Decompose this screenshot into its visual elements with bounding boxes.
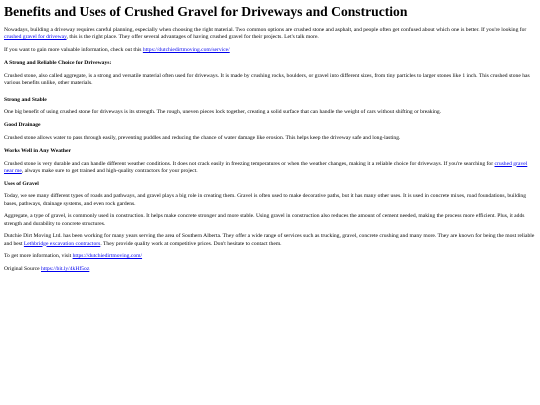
more-info-text: If you want to gain more valuable information, check out this bbox=[4, 47, 143, 53]
page-title: Benefits and Uses of Crushed Gravel for Driveways and Construction bbox=[4, 4, 408, 19]
strong-stable-paragraph: One big benefit of using crushed stone for driveways is its strength. The rough, uneven pieces lock together, creating a solid surface that can handle the weight of cars without shifting or breaking. bbox=[4, 109, 442, 116]
weather-text-after: , always make sure to get trained and high-quality contractors for your project. bbox=[21, 167, 198, 174]
strong-choice-paragraph: Crushed stone, also called aggregate, is a strong and versatile material often used for driveways. It is made by crushing rocks, boulders, or gravel into different sizes, from tiny particles to larger stones like 1 inch. This crushed stone has various benefits unlike, other materials. bbox=[4, 72, 530, 86]
heading-strong-stable: Strong and Stable bbox=[4, 96, 47, 103]
intro-text-after: , this is the right place. They offer several advantages of having crushed gravel for their projects. Let's talk more. bbox=[66, 34, 319, 41]
contact-paragraph bbox=[4, 253, 536, 260]
company-text-after: . They provide quality work at competitive prices. Don't hesitate to contact them. bbox=[100, 240, 282, 247]
uses-paragraph-2: Aggregate, a type of gravel, is commonly used in construction. It helps make concrete stronger and more stable. Using gravel in construction also reduces the amount of cement needed, making the process more efficient. Plus, it adds strength and durability to concrete structures. bbox=[4, 213, 525, 227]
heading-strong-choice: A Strong and Reliable Choice for Driveways: bbox=[4, 59, 112, 66]
homepage-link[interactable]: https://dutchiedirtmoving.com/ bbox=[72, 253, 143, 260]
heading-weather: Works Well in Any Weather bbox=[4, 147, 71, 154]
heading-drainage: Good Drainage bbox=[4, 122, 41, 129]
more-info-paragraph bbox=[4, 47, 536, 54]
crushed-link[interactable]: crushed bbox=[494, 160, 512, 167]
uses-paragraph-1: Today, we see many different types of roads and pathways, and gravel plays a big role in creating them. Gravel is often used to make decorative paths, but it has many other uses. It is used in concrete mixes, road foundations, building bases, pathways, drainage systems, and even rock gardens. bbox=[4, 193, 527, 207]
original-source-link[interactable]: https://bit.ly/4kHf5oz bbox=[40, 266, 90, 273]
source-label: Original Source bbox=[4, 266, 41, 273]
source-paragraph bbox=[4, 266, 536, 273]
weather-text-before: Crushed stone is very durable and can handle different weather conditions. It does not crack easily in freezing temperatures or when the weather changes, making it a reliable choice for driveways. If you're searching for bbox=[4, 160, 495, 167]
gravel-near-me-link[interactable]: gravel near me bbox=[4, 160, 528, 174]
company-paragraph bbox=[4, 233, 536, 247]
weather-paragraph bbox=[4, 161, 536, 175]
heading-uses-of-gravel: Uses of Gravel bbox=[4, 180, 39, 187]
crushed-gravel-driveway-link[interactable]: crushed gravel for driveway bbox=[4, 34, 67, 41]
lethbridge-excavation-link[interactable]: Lethbridge excavation contractors bbox=[23, 240, 101, 247]
contact-text: To get more information, visit bbox=[4, 253, 73, 260]
intro-paragraph bbox=[4, 27, 536, 41]
company-text-before: Dutchie Dirt Moving Ltd. has been working for many years serving the area of Southern Alberta. They offer a wide range of services such as trucking, gravel, concrete crushing and many more. They are known for being the most reliable and best bbox=[4, 233, 535, 247]
drainage-paragraph: Crushed stone allows water to pass through easily, preventing puddles and reducing the chance of water damage like erosion. This helps keep the driveway safe and long-lasting. bbox=[4, 134, 401, 141]
intro-text-before: Nowadays, building a driveway requires careful planning, especially when choosing the right material. Two common options are crushed stone and asphalt, and people often get confused about which one is better. If you're looking for bbox=[4, 27, 527, 33]
service-page-link[interactable]: https://dutchiedirtmoving.com/service/ bbox=[142, 47, 230, 53]
